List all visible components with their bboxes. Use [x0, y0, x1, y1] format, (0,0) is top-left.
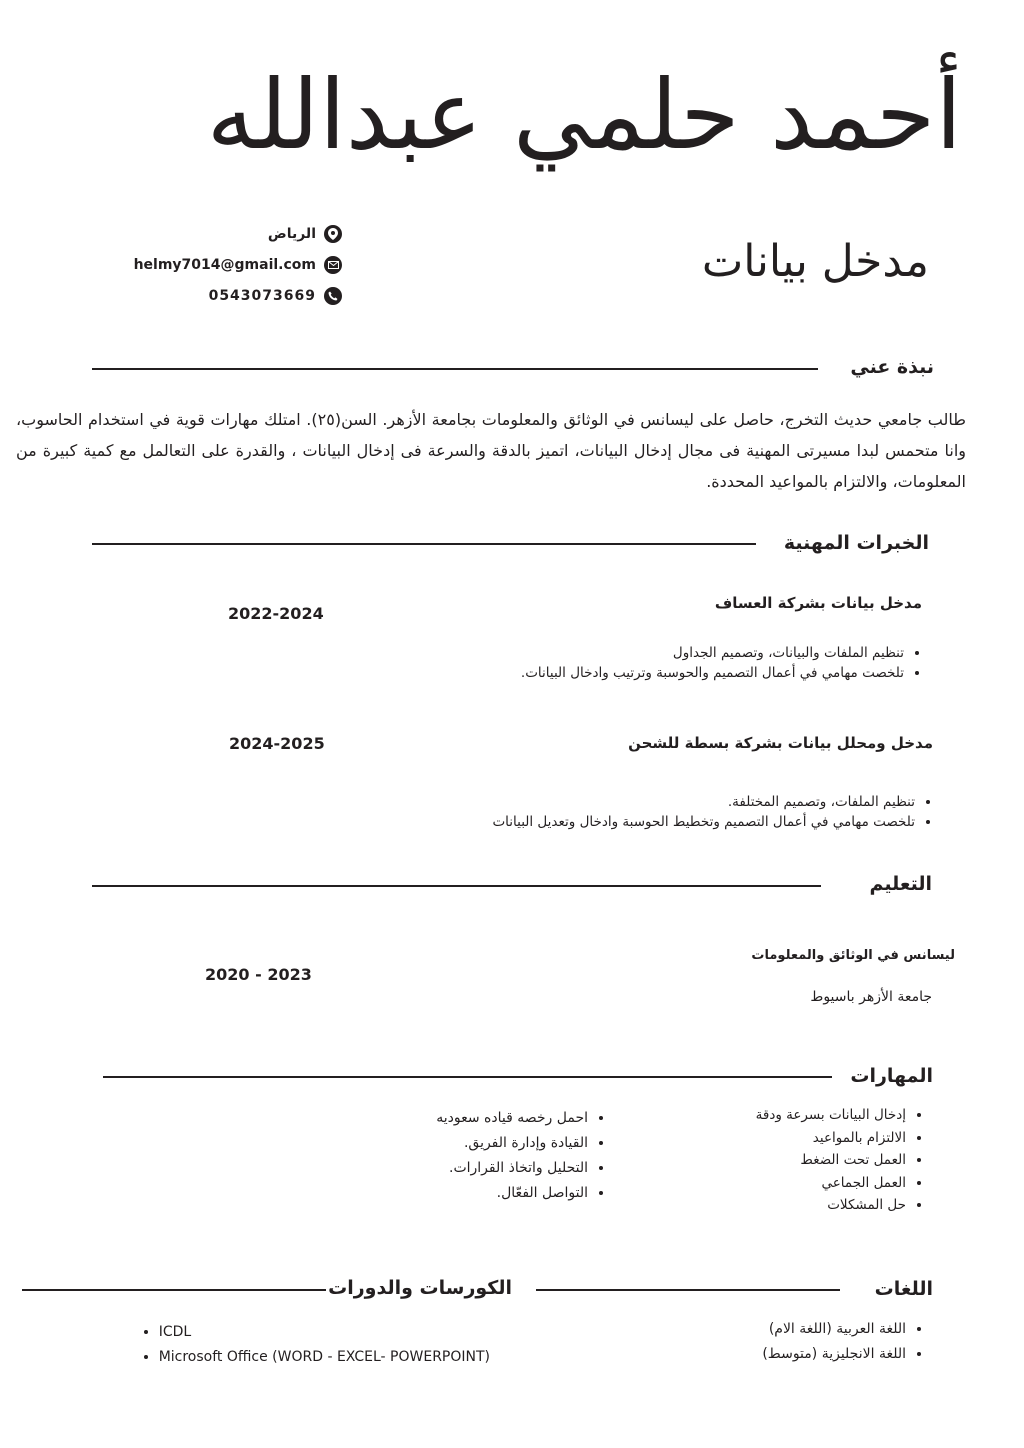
location-pin-icon — [324, 225, 342, 243]
job-1-duties — [521, 643, 922, 683]
education-university: جامعة الأزهر باسيوط — [810, 989, 932, 1005]
about-heading: نبذة عني — [850, 356, 934, 378]
job-2-date: 2024-2025 — [229, 734, 325, 753]
skills-heading: المهارات — [850, 1065, 933, 1087]
language-item: • اللغة الانجليزية (متوسط) — [762, 1342, 906, 1367]
contact-location — [132, 218, 342, 249]
skills-left-column — [436, 1106, 606, 1206]
job-1-duty: • تنظيم الملفات والبيانات، وتصميم الجداول — [521, 643, 904, 663]
contact-email[interactable] — [132, 249, 342, 280]
phone-text[interactable]: 0543073669 — [208, 287, 316, 304]
education-date: 2020 - 2023 — [205, 965, 312, 984]
email-text[interactable]: helmy7014@gmail.com — [133, 256, 316, 273]
skill-item: • الالتزام بالمواعيد — [756, 1127, 906, 1150]
about-divider — [92, 368, 818, 370]
phone-icon — [324, 287, 342, 305]
job-2-duties — [492, 792, 933, 832]
skill-item: • التحليل واتخاذ القرارات. — [436, 1156, 588, 1181]
job-1-date: 2022-2024 — [228, 604, 324, 623]
candidate-name: أحمد حلمي عبدالله — [206, 59, 962, 171]
job-2-duty: • تنظيم الملفات، وتصميم المختلفة. — [492, 792, 915, 812]
about-text: طالب جامعي حديث التخرج، حاصل على ليسانس في الوثائق والمعلومات بجامعة الأزهر. السن(٢٥). امتلك مهارات قوية في استخدام الحاسوب، وانا متحمس لبدا مسيرتى المهنية فى مجال إدخال البيانات، اتميز بالدقة والسرعة فى إدخال البيانات ، والقدرة على التعالمل مع كمية كبيرة من المعلومات، والالتزام بالمواعيد المحددة. — [16, 410, 967, 491]
job-2-duty: • تلخصت مهامي في أعمال التصميم وتخطيط الحوسبة وادخال وتعديل البيانات — [492, 812, 915, 832]
language-item: • اللغة العربية (اللغة الام) — [762, 1317, 906, 1342]
skill-item: • احمل رخصه قياده سعوديه — [436, 1106, 588, 1131]
course-item: • ICDL — [159, 1320, 490, 1345]
skill-item: • العمل الجماعي — [756, 1172, 906, 1195]
job-title: مدخل بيانات — [701, 236, 929, 287]
job-2-title: مدخل ومحلل بيانات بشركة بسطة للشحن — [628, 734, 933, 752]
education-degree: ليسانس في الوثائق والمعلومات — [751, 948, 955, 963]
languages-divider — [536, 1289, 840, 1291]
courses-heading: الكورسات والدورات — [328, 1277, 512, 1299]
mail-icon — [324, 256, 342, 274]
languages-heading: اللغات — [874, 1278, 933, 1300]
job-1-title: مدخل بيانات بشركة العساف — [714, 594, 922, 612]
courses-divider — [22, 1289, 326, 1291]
job-1-duty: • تلخصت مهامي في أعمال التصميم والحوسبة وترتيب وادخال البيانات. — [521, 663, 904, 683]
skill-item: • العمل تحت الضغط — [756, 1149, 906, 1172]
location-text: الرياض — [267, 225, 316, 242]
experience-heading: الخبرات المهنية — [783, 532, 929, 554]
courses-list — [159, 1320, 508, 1370]
education-heading: التعليم — [869, 873, 932, 895]
skill-item: • إدخال البيانات بسرعة ودقة — [756, 1104, 906, 1127]
contact-block — [132, 218, 342, 311]
skill-item: • التواصل الفعّال. — [436, 1181, 588, 1206]
experience-divider — [92, 543, 756, 545]
skill-item: • حل المشكلات — [756, 1194, 906, 1217]
skills-divider — [103, 1076, 832, 1078]
skills-right-column — [756, 1104, 924, 1217]
course-item: • Microsoft Office (WORD - EXCEL- POWERPOINT) — [159, 1345, 490, 1370]
education-divider — [92, 885, 821, 887]
contact-phone[interactable] — [132, 280, 342, 311]
languages-list — [762, 1317, 924, 1367]
skill-item: • القيادة وإدارة الفريق. — [436, 1131, 588, 1156]
